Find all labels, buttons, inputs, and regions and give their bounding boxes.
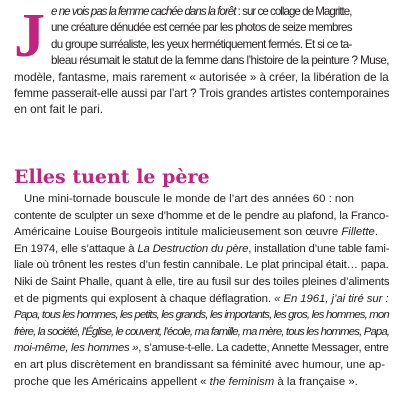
text-run: Une mini-tornade bouscule le monde de l’art des années 60 : non (24, 193, 354, 205)
text-run: , s’amuse-t-elle. La cadette, Annette Messager, entre (138, 342, 389, 355)
article-body (14, 191, 389, 390)
article-line (14, 307, 389, 324)
article-line (14, 374, 389, 391)
text-run: En 1974, elle s’attaque à (14, 242, 138, 255)
italic-run: Fillette (341, 226, 375, 239)
intro-line: en ont fait le pari. (14, 103, 103, 117)
italic-run: moi-même, les hommes » (14, 342, 139, 355)
text-run: à la française ». (274, 375, 358, 388)
intro-line: bleau résumait le statut de la femme dans l’histoire de la peinture ? Muse, (51, 54, 389, 68)
intro-line: modèle, fantasme, mais rarement « autorisée » à créer, la libération de la (14, 70, 389, 84)
text-run: . (374, 226, 379, 239)
article-line (14, 340, 389, 357)
text-run: proche que les Américains appellent « (14, 375, 210, 388)
article-line (14, 191, 389, 208)
intro-line: une créature dénudée est cernée par les photos de seize membres (51, 21, 352, 35)
article-line (14, 241, 389, 258)
italic-run: Papa, tous les hommes, les petits, les grands, les importants, les gros, les hommes, mon (14, 309, 389, 322)
text-run: et de pigments qui explosent à chaque déflagration. (14, 292, 275, 305)
article-line (14, 274, 389, 291)
italic-run: « En 1961, j’ai tiré sur : (274, 292, 389, 305)
article-line (14, 291, 389, 308)
italic-run: the feminism (209, 375, 275, 388)
text-run: Américaine Louise Bourgeois intitule malicieusement son œuvre (14, 226, 342, 239)
article-line (14, 208, 389, 225)
drop-cap: J (14, 2, 45, 70)
intro-line: femme passerait-elle aussi par l’art ? Trois grandes artistes contemporaines (14, 87, 390, 101)
article-line (14, 224, 389, 241)
text-run: contente de sculpter un sexe d’homme et de le pendre au plafond, la Franco- (14, 209, 389, 222)
article-line (14, 357, 389, 374)
intro-line: du groupe surréaliste, les yeux hermétiquement fermés. Et si ce ta- (51, 37, 352, 51)
text-run: liale où trônent les restes d’un festin cannibale. Le plat principal était… papa. (14, 259, 389, 272)
italic-run: La Destruction du père (137, 242, 249, 255)
section-title: Elles tuent le père (14, 166, 210, 188)
article-line (14, 324, 389, 341)
intro-paragraph (14, 4, 389, 119)
text-run: Niki de Saint Phalle, quant à elle, tire au fusil sur des toiles pleines d’aliments (14, 275, 390, 288)
text-run: en art plus discrètement en brandissant sa féminité avec humour, une ap- (14, 358, 386, 371)
article-line (14, 257, 389, 274)
intro-line: e ne vois pas la femme cachée dans la forêt : sur ce collage de Magritte, (51, 5, 352, 18)
italic-run: frère, la société, l’Église, le couvent, l’école, ma famille, ma mère, tous les hommes, Papa, (14, 325, 390, 338)
text-run: , installation d’une table fami- (248, 242, 390, 255)
